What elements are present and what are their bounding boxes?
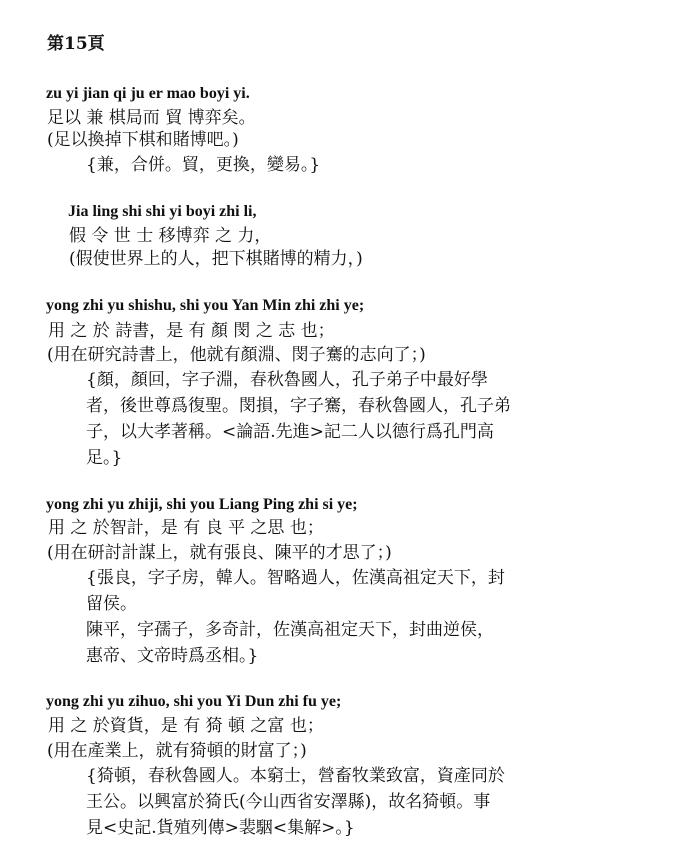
annotation-line: {張良，字子房，韓人。智略過人，佐漢高祖定天下，封 [86,568,505,588]
annotation-line: 者，後世尊爲復聖。閔損，字子騫，春秋魯國人，孔子弟 [86,396,511,416]
annotation-line: {顏，顏回，字子淵，春秋魯國人，孔子弟子中最好學 [86,370,488,390]
annotation-line: 陳平，字孺子，多奇計，佐漢高祖定天下，封曲逆侯， [86,620,494,640]
pinyin-line-3: yong zhi yu shishu, shi you Yan Min zhi zhi ye; [46,297,365,314]
chinese-line-1: 足以 兼 棋局而 貿 博弈矣。 [47,108,256,128]
translation-line-2: (假使世界上的人，把下棋賭博的精力，) [69,249,363,269]
pinyin-line-4: yong zhi yu zhiji, shi you Liang Ping zhi si ye; [46,496,358,513]
chinese-line-4: 用 之 於智計，是 有 良 平 之思 也； [48,518,324,538]
pinyin-line-5: yong zhi yu zihuo, shi you Yi Dun zhi fu ye; [46,693,342,710]
annotation-line: 惠帝、文帝時爲丞相。} [86,646,259,666]
chinese-line-2: 假 令 世 士 移博弈 之 力， [69,226,272,246]
annotation-line: 留侯。 [86,594,137,614]
page-title: 第15頁 [47,34,105,54]
translation-line-5: (用在產業上，就有猗頓的財富了；) [47,741,307,761]
annotation-line: {兼，合併。貿，更換，變易。} [86,155,321,175]
annotation-line: {猗頓，春秋魯國人。本窮士，營畜牧業致富，資產同於 [86,766,505,786]
annotation-line: 見<史記.貨殖列傳>裴駰<集解>。} [86,818,355,838]
translation-line-3: (用在研究詩書上，他就有顏淵、閔子騫的志向了；) [47,345,426,365]
annotation-line: 子，以大孝著稱。<論語.先進>記二人以德行爲孔門高 [86,422,494,442]
translation-line-1: (足以換掉下棋和賭博吧。) [47,130,239,150]
chinese-line-3: 用 之 於 詩書，是 有 顏 閔 之 志 也； [48,321,335,341]
pinyin-line-1: zu yi jian qi ju er mao boyi yi. [46,85,250,102]
chinese-line-5: 用 之 於資貨，是 有 猗 頓 之富 也； [48,716,324,736]
pinyin-line-2: Jia ling shi shi yi boyi zhi li, [68,203,257,220]
annotation-line: 足。} [86,448,123,468]
translation-line-4: (用在研討計謀上，就有張良、陳平的才思了；) [47,543,392,563]
annotation-line: 王公。以興富於猗氏(今山西省安澤縣)，故名猗頓。事 [86,792,491,812]
